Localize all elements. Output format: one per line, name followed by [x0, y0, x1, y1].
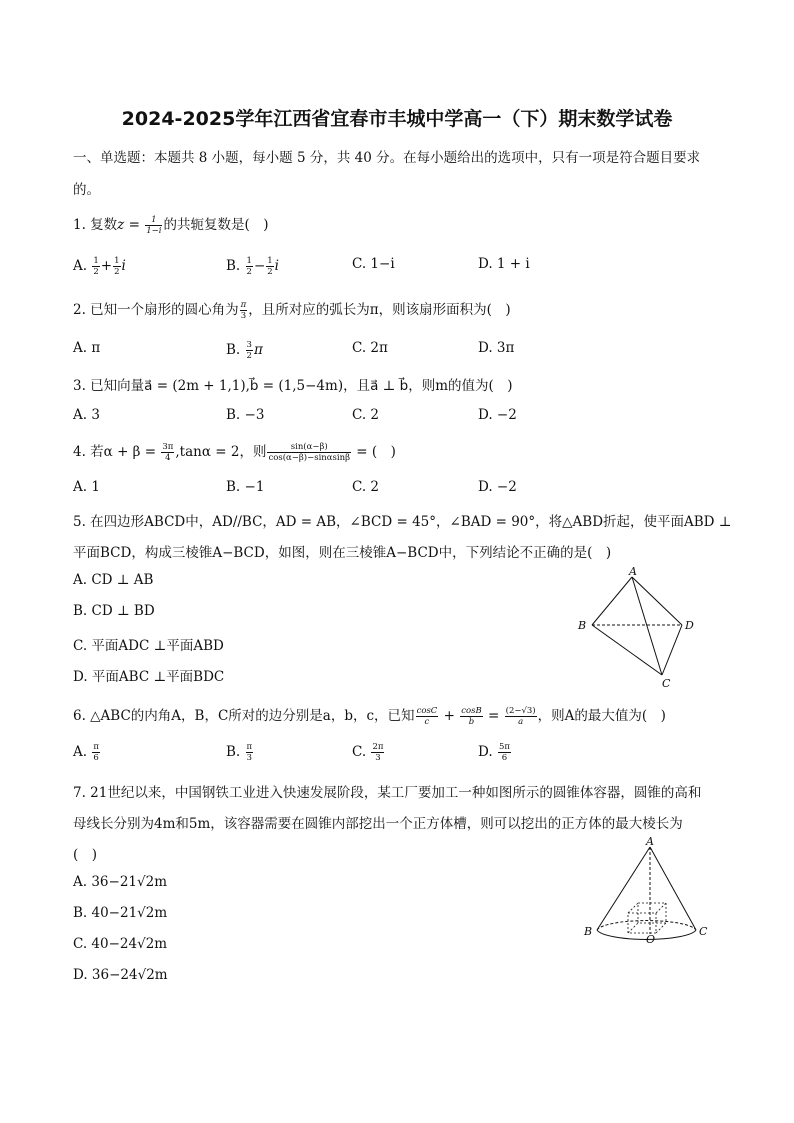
q5-option-b: B. CD ⊥ BD: [73, 603, 155, 619]
q4-option-d: D. −2: [478, 479, 517, 495]
q7-option-c: C. 40−24√2m: [73, 936, 168, 952]
edge-ab: [592, 577, 632, 625]
section-heading-cont: 的。: [73, 182, 100, 198]
question-7-cont: 母线长分别为4m和5m，该容器需要在圆锥内部挖出一个正方体槽，则可以挖出的正方体的最大棱长为: [73, 816, 683, 832]
question-5-cont: 平面BCD，构成三棱锥A−BCD，如图，则在三棱锥A−BCD中，下列结论不正确的是( ): [73, 545, 612, 561]
q2-option-a: A. π: [73, 340, 101, 356]
q3-option-d: D. −2: [478, 407, 517, 423]
q7-option-d: D. 36−24√2m: [73, 967, 168, 983]
question-4: 4. 若α + β = $\frac{3\pi}{4}$ ,tanα = 2，则 $\frac{\sin(\alpha-\beta)}{\cos(\alpha-\beta)-\sin\alpha\sin\beta}$ = ( ): [73, 442, 396, 463]
q3-option-b: B. −3: [226, 407, 265, 423]
base-back: [597, 921, 696, 930]
question-7-cont2: ( ): [73, 847, 98, 863]
q1-option-b: B. $\frac{1}{2}$ − $\frac{1}{2}$ i: [226, 256, 279, 277]
q1-option-d: D. 1 + i: [478, 256, 530, 272]
label-b: B: [584, 925, 593, 938]
q4-option-a: A. 1: [73, 479, 100, 495]
question-6: 6. △ABC的内角A，B，C所对的边分别是a，b，c，已知 $\frac{\cos C}{c}$ + $\frac{\cos B}{b}$ = $\frac{(2-√3)}{a}$ ，则A的最大值为( ): [73, 706, 666, 727]
label-a: A: [646, 835, 654, 848]
label-d: D: [685, 619, 694, 632]
q3-option-c: C. 2: [352, 407, 380, 423]
tetrahedron-figure: [570, 565, 705, 690]
section-heading: 一、单选题：本题共 8 小题，每小题 5 分，共 40 分。在每小题给出的选项中，只有一项是符合题目要求: [73, 150, 701, 166]
cone-right-side: [650, 847, 696, 930]
q2-option-c: C. 2π: [352, 340, 388, 356]
q1-option-c: C. 1−i: [352, 256, 395, 272]
q4-option-c: C. 2: [352, 479, 380, 495]
q1-option-a: A. $\frac{1}{2}$ + $\frac{1}{2}$ i: [73, 256, 126, 277]
cone-left-side: [597, 847, 650, 930]
q3-option-a: A. 3: [73, 407, 100, 423]
q5-option-d: D. 平面ABC ⊥平面BDC: [73, 669, 225, 685]
cone-figure: [580, 835, 715, 950]
q2-option-d: D. 3π: [478, 340, 515, 356]
q7-option-b: B. 40−21√2m: [73, 905, 168, 921]
q5-option-c: C. 平面ADC ⊥平面ABD: [73, 638, 224, 654]
page-title: 2024-2025学年江西省宜春市丰城中学高一（下）期末数学试卷: [121, 108, 673, 130]
question-1: 1. 复数z = $\frac{1}{1-i}$ 的共轭复数是( ): [73, 215, 269, 236]
q5-option-a: A. CD ⊥ AB: [73, 572, 154, 588]
q6-option-a: A. $\frac{\pi}{6}$: [73, 742, 99, 763]
q6-option-d: D. $\frac{5\pi}{6}$: [478, 742, 510, 763]
label-c: C: [662, 677, 671, 690]
label-c: C: [699, 925, 708, 938]
label-a: A: [629, 565, 637, 578]
question-3: 3. 已知向量a⃗ = (2m + 1,1),b⃗ = (1,5−4m)，且a⃗ ⊥ b⃗，则m的值为( ): [73, 378, 513, 394]
q2-option-b: B. $\frac{3}{2}$ π: [226, 340, 263, 361]
question-2: 2. 已知一个扇形的圆心角为 $\frac{\pi}{3}$ ，且所对应的弧长为π，则该扇形面积为( ): [73, 300, 511, 321]
q6-option-c: C. $\frac{2\pi}{3}$: [352, 742, 384, 763]
q4-option-b: B. −1: [226, 479, 265, 495]
question-7: 7. 21世纪以来，中国钢铁工业进入快速发展阶段，某工厂要加工一种如图所示的圆锥体容器，圆锥的高和: [73, 785, 702, 801]
edge-dc: [662, 625, 682, 675]
question-5: 5. 在四边形ABCD中，AD//BC，AD = AB，∠BCD = 45°，∠BAD = 90°，将△ABD折起，使平面ABD ⊥: [73, 514, 732, 530]
edge-bc: [592, 625, 662, 675]
q7-option-a: A. 36−21√2m: [73, 874, 167, 890]
label-o: O: [646, 933, 656, 946]
q6-option-b: B. $\frac{\pi}{3}$: [226, 742, 253, 763]
label-b: B: [578, 619, 587, 632]
